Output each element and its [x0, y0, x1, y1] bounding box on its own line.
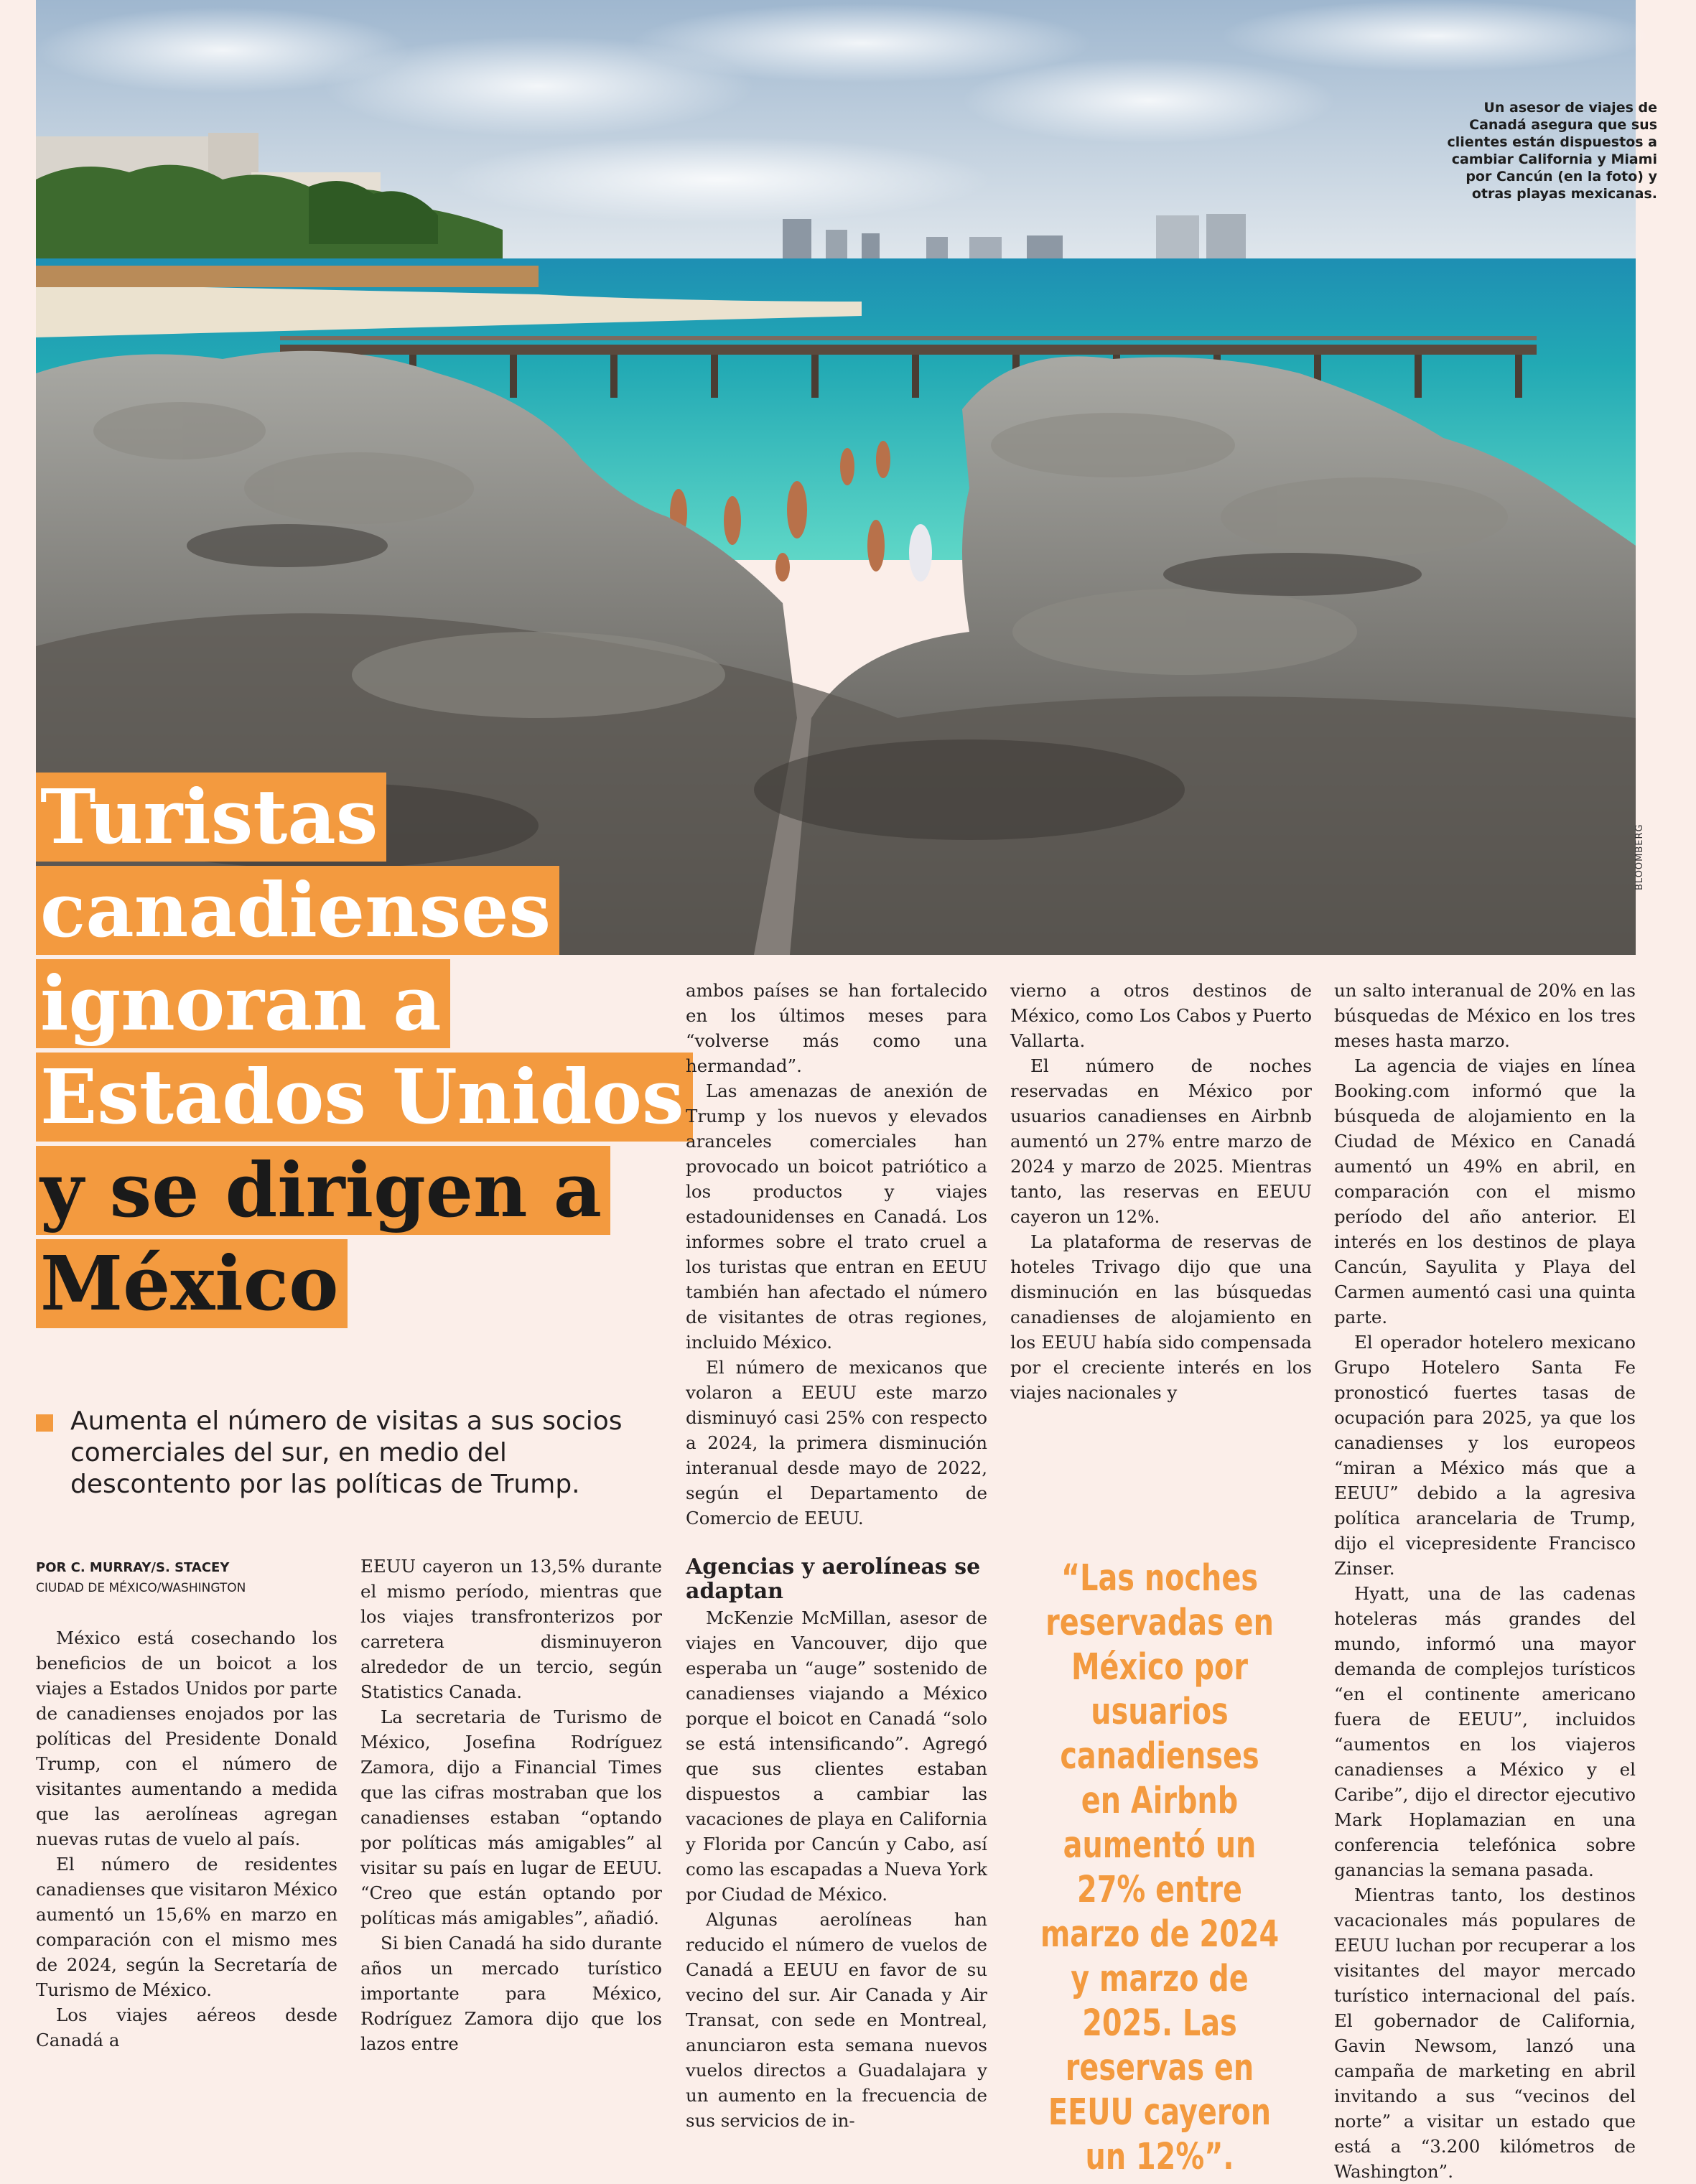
headline-line-4: Estados Unidos [36, 1053, 693, 1142]
paragraph: El número de mexicanos que volaron a EEUU este marzo disminuyó casi 25% con respecto a 2024, la primera disminución interanual desde mayo de 2022, según el Departamento de Comercio de EEUU. [686, 1357, 987, 1529]
paragraph: Algunas aerolíneas han reducido el número de vuelos de Canadá a EEUU en favor de su vecino del sur. Air Canada y Air Transat, con sede en Montreal, anunciaron esta semana nuevos vuelos directos a Guadalajara y un aumento en la frecuencia de sus servicios de in- [686, 1909, 987, 2131]
headline-line-5: y se dirigen a [36, 1146, 610, 1235]
headline-line-6: México [36, 1239, 348, 1328]
paragraph: Los viajes aéreos desde Canadá a [36, 2005, 337, 2050]
photo-credit: BLOOMBERG [1634, 823, 1645, 890]
paragraph: Mientras tanto, los destinos vacacionales más populares de EEUU luchan por recuperar a los visitantes del mayor mercado turístico internacional del país. El gobernador de California, Gavin Newsom, lanzó una campaña de marketing en abril invitando a sus “vecinos del norte” a visitar un estado que está a “3.200 kilómetros de Washington”. [1334, 1885, 1636, 2182]
headline-line-3: ignoran a [36, 959, 450, 1048]
deck-text: Aumenta el número de visitas a sus socios comerciales del sur, en medio del descontento por las políticas de Trump. [70, 1406, 623, 1499]
paragraph: La agencia de viajes en línea Booking.com informó que la búsqueda de alojamiento en la Ciudad de México en Canadá aumentó un 49% en abril, en comparación con el mismo período del año anterior. El interés en los destinos de playa Cancún, Sayulita y Playa del Carmen aumentó casi una quinta parte. [1334, 1055, 1636, 1327]
byline-authors: POR C. MURRAY/S. STACEY [36, 1560, 230, 1575]
article-column-3 [686, 978, 987, 2133]
paragraph: Si bien Canadá ha sido durante años un mercado turístico importante para México, Rodríguez Zamora dijo que los lazos entre [360, 1933, 662, 2054]
paragraph: Hyatt, una de las cadenas hoteleras más grandes del mundo, informó una mayor demanda de complejos turísticos “en el continente americano fuera de EEUU”, incluidos “aumentos en los viajeros canadienses a México y el Caribe”, dijo el director ejecutivo Mark Hoplamazian en una conferencia telefónica sobre ganancias la semana pasada. [1334, 1583, 1636, 1880]
article-column-2 [360, 1554, 662, 2056]
paragraph: EEUU cayeron un 13,5% durante el mismo período, mientras que los viajes transfronterizos por carretera disminuyeron alrededor de un tercio, según Statistics Canada. [360, 1556, 662, 1702]
subheading: Agencias y aerolíneas se adaptan [686, 1554, 981, 1604]
paragraph: McKenzie McMillan, asesor de viajes en Vancouver, dijo que esperaba un “auge” sostenido de canadienses viajando a México porque el boicot en Canadá “solo se está intensificando”. Agregó que sus clientes estaban dispuestos a cambiar las vacaciones de playa en California y Florida por Cancún y Cabo, así como las escapadas a Nueva York por Ciudad de México. [686, 1607, 987, 1905]
pull-quote: “Las noches reservadas en México por usuarios canadienses en Airbnb aumentó un 27% entre marzo de 2024 y marzo de 2025. Las reservas en EEUU cayeron un 12%”. [1040, 1557, 1280, 2178]
headline-line-1: Turistas [36, 773, 386, 862]
byline [36, 1558, 352, 1598]
deck-bullet-icon [36, 1414, 53, 1432]
paragraph: El número de noches reservadas en México por usuarios canadienses en Airbnb aumentó un 27% entre marzo de 2024 y marzo de 2025. Mientras tanto, las reservas en EEUU cayeron un 12%. [1010, 1055, 1312, 1227]
paragraph: Las amenazas de anexión de Trump y los nuevos y elevados aranceles comerciales han provocado un boicot patriótico a los productos y viajes estadounidenses en Canadá. Los informes sobre el trato cruel a los turistas que entran en EEUU también han afectado el número de visitantes de otras regiones, incluido México. [686, 1081, 987, 1353]
paragraph: vierno a otros destinos de México, como Los Cabos y Puerto Vallarta. [1010, 980, 1312, 1051]
paragraph: El número de residentes canadienses que visitaron México aumentó un 15,6% en marzo en comparación con el mismo mes de 2024, según la Secretaría de Turismo de México. [36, 1854, 337, 2000]
article-column-4 [1010, 978, 1312, 1405]
article-column-5 [1334, 978, 1636, 2184]
headline-line-2: canadienses [36, 866, 559, 955]
paragraph: México está cosechando los beneficios de un boicot a los viajes a Estados Unidos por parte de canadienses enojados por las políticas del Presidente Donald Trump, con el número de visitantes aumentando a medida que las aerolíneas agregan nuevas rutas de vuelo al país. [36, 1628, 337, 1849]
paragraph: La plataforma de reservas de hoteles Trivago dijo que una disminución en las búsquedas canadienses de alojamiento en los EEUU había sido compensada por el creciente interés en los viajes nacionales y [1010, 1231, 1312, 1403]
paragraph: un salto interanual de 20% en las búsquedas de México en los tres meses hasta marzo. [1334, 980, 1636, 1051]
paragraph: La secretaria de Turismo de México, Josefina Rodríguez Zamora, dijo a Financial Times que las cifras mostraban que los canadienses estaban “optando por políticas más amigables” al visitar su país en lugar de EEUU. “Creo que están optando por políticas más amigables”, añadió. [360, 1707, 662, 1928]
deck [36, 1406, 653, 1501]
byline-dateline: CIUDAD DE MÉXICO/WASHINGTON [36, 1581, 246, 1595]
article-column-1 [36, 1625, 337, 2053]
photo-caption: Un asesor de viajes de Canadá asegura que sus clientes están dispuestos a cambiar California y Miami por Cancún (en la foto) y otras playas mexicanas. [1447, 100, 1657, 202]
paragraph: El operador hotelero mexicano Grupo Hotelero Santa Fe pronosticó fuertes tasas de ocupación para 2025, ya que los canadienses y los europeos “miran a México más que a EEUU” debido a la agresiva política arancelaria de Trump, dijo el vicepresidente Francisco Zinser. [1334, 1332, 1636, 1579]
paragraph: ambos países se han fortalecido en los últimos meses para “volverse más como una hermandad”. [686, 980, 987, 1076]
headline [36, 773, 682, 1333]
